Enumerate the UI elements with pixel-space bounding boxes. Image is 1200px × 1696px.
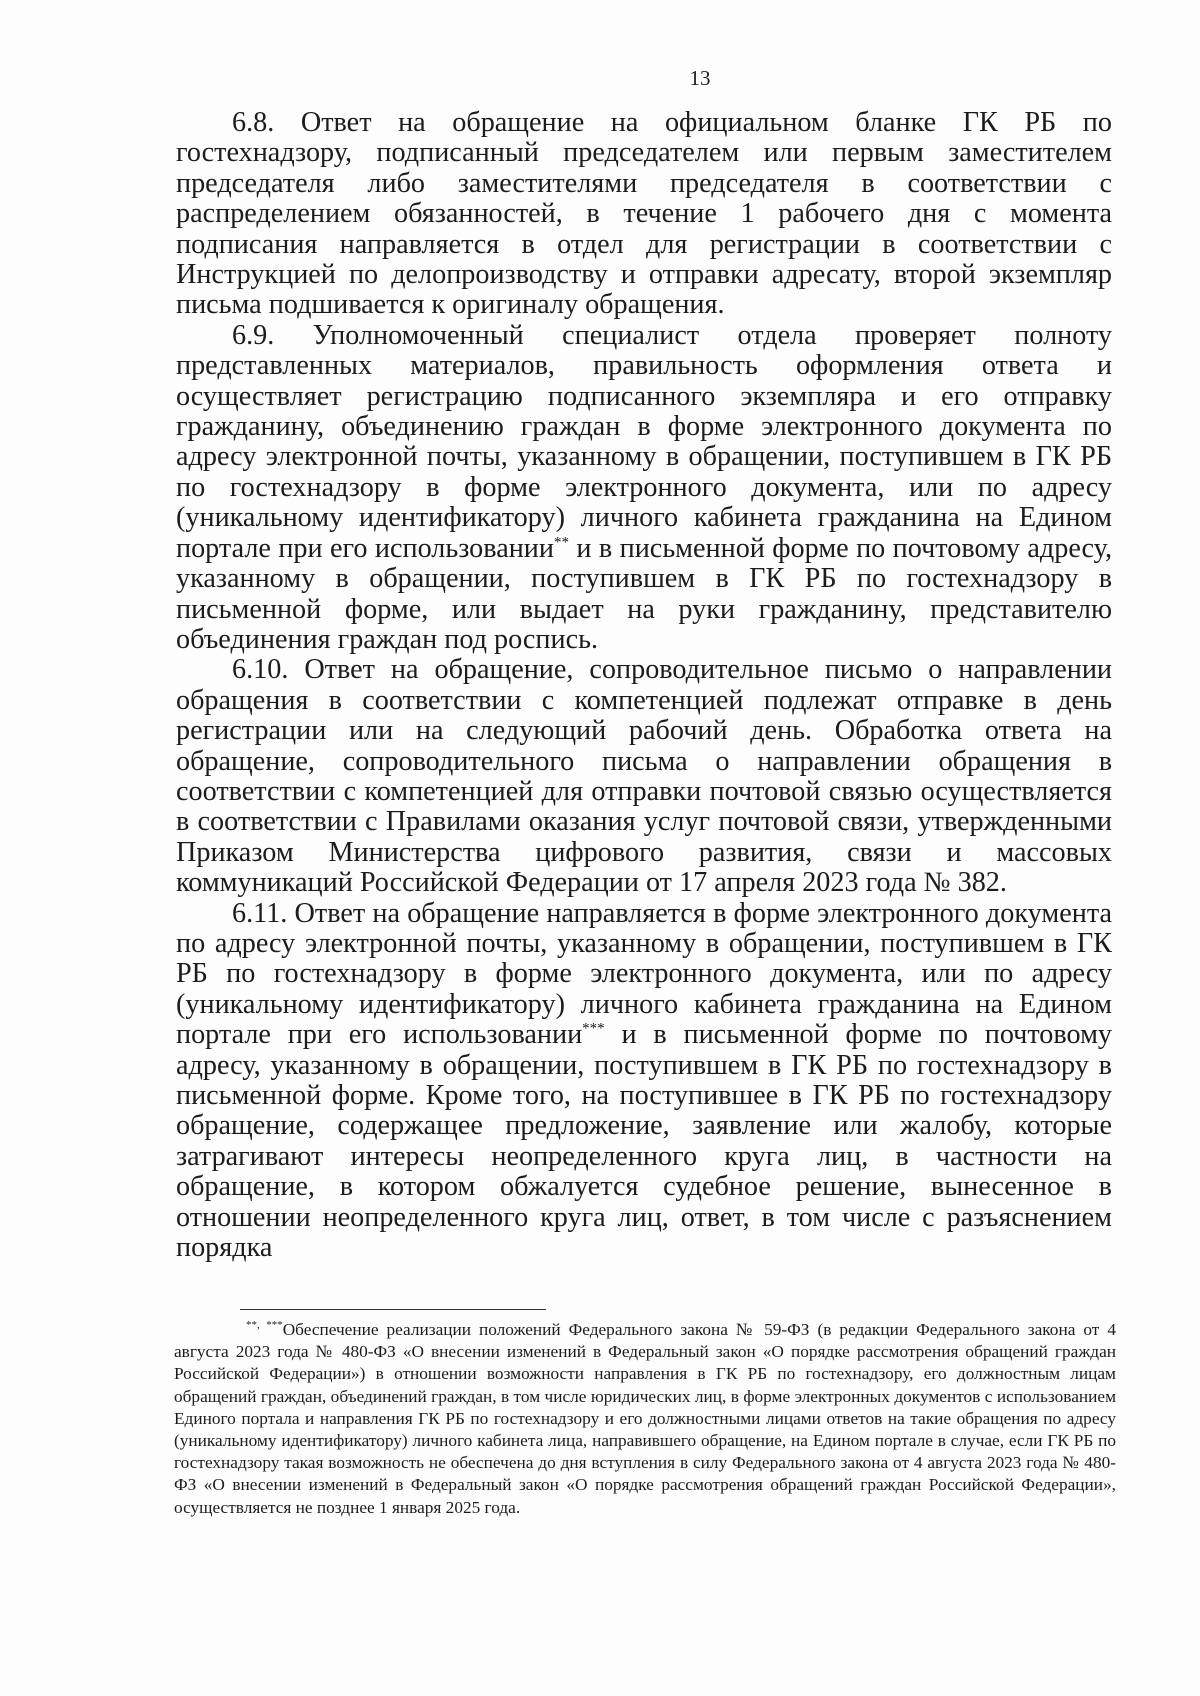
footnote-separator: [240, 1309, 546, 1310]
paragraph-6-9-text-a: 6.9. Уполномоченный специалист отдела проверяет полноту представленных материалов, правильность оформления ответа и осуществляет регистрацию подписанного экземпляра и его отправку гражданину, объединению граждан в форме электронного документа по адресу электронной почты, указанному в обращении, поступившем в ГК РБ по гостехнадзору в форме электронного документа, или по адресу (уникальному идентификатору) личного кабинета гражданина на Едином портале при его использовании: [176, 319, 1112, 564]
footnote-marks: **, ***: [246, 1319, 283, 1332]
footnote: [174, 1319, 1116, 1519]
paragraph-6-9: [176, 321, 1112, 655]
page-number: 13: [689, 66, 711, 90]
paragraph-6-11-text-a: 6.11. Ответ на обращение направляется в форме электронного документа по адресу электронной почты, указанному в обращении, поступившем в ГК РБ по гостехнадзору в форме электронного документа, или по адресу (уникальному идентификатору) личного кабинета гражданина на Едином портале при его использовании: [176, 897, 1112, 1051]
paragraph-6-9-text-b: и в письменной форме по почтовому адресу, указанному в обращении, поступившем в ГК РБ по гостехнадзору в письменной форме, или выдает на руки гражданину, представителю объединения граждан под роспись.: [176, 532, 1112, 655]
footnote-text: Обеспечение реализации положений Федерального закона № 59-ФЗ (в редакции Федерального закона от 4 августа 2023 года № 480-ФЗ «О внесении изменений в Федеральный закон «О порядке рассмотрения обращений граждан Российской Федерации») в отношении возможности направления в ГК РБ по гостехнадзору, его должностным лицам обращений граждан, объединений граждан, в том числе юридических лиц, в форме электронных документов с использованием Единого портала и направления ГК РБ по гостехнадзору и его должностными лицами ответов на такие обращения по адресу (уникальному идентификатору) личного кабинета лица, направившего обращение, на Едином портале в случае, если ГК РБ по гостехнадзору такая возможность не обеспечена до дня вступления в силу Федерального закона от 4 августа 2023 года № 480-ФЗ «О внесении изменений в Федеральный закон «О порядке рассмотрения обращений граждан Российской Федерации», осуществляется не позднее 1 января 2025 года.: [174, 1320, 1116, 1517]
paragraph-6-10: 6.10. Ответ на обращение, сопроводительное письмо о направлении обращения в соответствии с компетенцией подлежат отправке в день регистрации или на следующий рабочий день. Обработка ответа на обращение, сопроводительного письма о направлении обращения в соответствии с компетенцией для отправки почтовой связью осуществляется в соответствии с Правилами оказания услуг почтовой связи, утвержденными Приказом Министерства цифрового развития, связи и массовых коммуникаций Российской Федерации от 17 апреля 2023 года № 382.: [176, 654, 1112, 899]
footnote-mark-double: **: [553, 534, 569, 551]
paragraph-6-8: 6.8. Ответ на обращение на официальном бланке ГК РБ по гостехнадзору, подписанный председателем или первым заместителем председателя либо заместителями председателя в соответствии с распределением обязанностей, в течение 1 рабочего дня с момента подписания направляется в отдел для регистрации в соответствии с Инструкцией по делопроизводству и отправки адресату, второй экземпляр письма подшивается к оригиналу обращения.: [176, 107, 1112, 321]
paragraph-6-11: [176, 899, 1112, 1264]
footnote-mark-triple: ***: [582, 1020, 605, 1037]
document-body: [176, 108, 1112, 1263]
footnote-paragraph: [174, 1319, 1116, 1519]
paragraph-6-11-text-b: и в письменной форме по почтовому адресу, указанному в обращении, поступившем в ГК РБ по гостехнадзору в письменной форме. Кроме того, на поступившее в ГК РБ по гостехнадзору обращение, содержащее предложение, заявление или жалобу, которые затрагивают интересы неопределенного круга лиц, в частности на обращение, в котором обжалуется судебное решение, вынесенное в отношении неопределенного круга лиц, ответ, в том числе с разъяснением порядка: [176, 1019, 1113, 1264]
